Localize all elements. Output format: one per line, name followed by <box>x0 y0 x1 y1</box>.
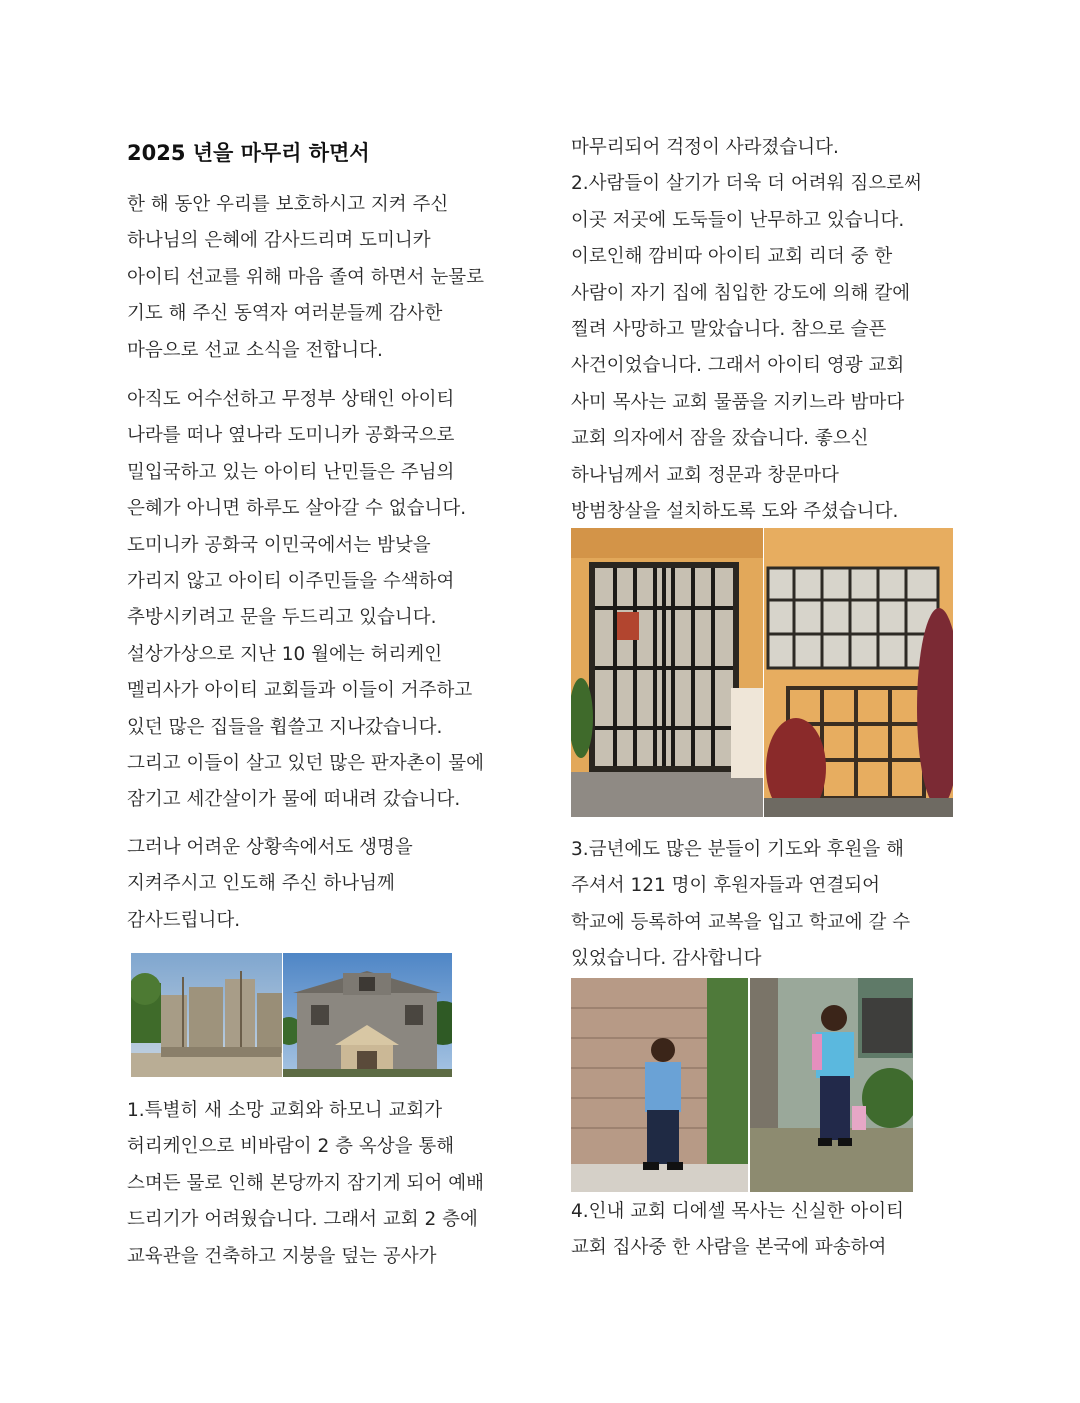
text-line: 사미 목사는 교회 물품을 지키느라 밤마다 <box>571 391 905 413</box>
paragraph-thanks <box>127 830 413 939</box>
text-line: 은혜가 아니면 하루도 살아갈 수 없습니다. <box>127 498 467 520</box>
text-line: 추방시키려고 문을 두드리고 있습니다. <box>127 607 437 629</box>
text-line: 교회 의자에서 잠을 잤습니다. 좋으신 <box>571 428 869 450</box>
text-line: 허리케인으로 비바람이 2 층 옥상을 통해 <box>127 1136 455 1158</box>
text-line: 이로인해 깜비따 아이티 교회 리더 중 한 <box>571 246 893 268</box>
paragraph-item-1 <box>127 1093 484 1275</box>
text-line: 지켜주시고 인도해 주신 하나님께 <box>127 873 395 895</box>
text-line: 감사드립니다. <box>127 909 241 931</box>
text-line: 사람이 자기 집에 침입한 강도에 의해 칼에 <box>571 282 911 304</box>
text-line: 기도 해 주신 동역자 여러분들께 감사한 <box>127 303 443 325</box>
text-line: 밀입국하고 있는 아이티 난민들은 주님의 <box>127 461 455 483</box>
text-line: 스며든 물로 인해 본당까지 잠기게 되어 예배 <box>127 1172 484 1194</box>
text-line: 있었습니다. 감사합니다 <box>571 948 762 970</box>
text-line: 3.금년에도 많은 분들이 기도와 후원을 해 <box>571 839 904 860</box>
text-line: 교회 집사중 한 사람을 본국에 파송하여 <box>571 1237 887 1259</box>
text-line: 한 해 동안 우리를 보호하시고 지켜 주신 <box>127 194 449 215</box>
text-line: 도미니카 공화국 이민국에서는 밤낮을 <box>127 534 431 556</box>
barred-door-photo <box>571 528 763 817</box>
text-line: 학교에 등록하여 교복을 입고 학교에 갈 수 <box>571 911 911 933</box>
text-line: 4.인내 교회 디에셀 목사는 신실한 아이티 <box>571 1201 904 1222</box>
text-line: 그리고 이들이 살고 있던 많은 판자촌이 물에 <box>127 752 484 774</box>
text-line: 이곳 저곳에 도둑들이 난무하고 있습니다. <box>571 209 905 231</box>
student-boy-photo <box>571 978 748 1192</box>
text-line: 나라를 떠나 옆나라 도미니카 공화국으로 <box>127 425 455 447</box>
text-line: 마음으로 선교 소식을 전합니다. <box>127 339 383 361</box>
page-title: 2025 년을 마무리 하면서 <box>127 141 370 165</box>
text-line: 아직도 어수선하고 무정부 상태인 아이티 <box>127 389 455 410</box>
text-line: 찔려 사망하고 말았습니다. 참으로 슬픈 <box>571 318 887 340</box>
paragraph-greeting <box>127 187 484 369</box>
construction-site-photo <box>131 953 282 1077</box>
text-line: 주셔서 121 명이 후원자들과 연결되어 <box>571 875 881 897</box>
text-line: 방범창살을 설치하도록 도와 주셨습니다. <box>571 500 899 522</box>
text-line: 교육관을 건축하고 지붕을 덮는 공사가 <box>127 1245 437 1267</box>
text-line: 잠기고 세간살이가 물에 떠내려 갔습니다. <box>127 789 461 811</box>
student-girl-photo <box>750 978 913 1192</box>
barred-window-photo <box>764 528 953 817</box>
text-line: 아이티 선교를 위해 마음 졸여 하면서 눈물로 <box>127 266 484 288</box>
text-line: 하나님께서 교회 정문과 창문마다 <box>571 464 839 486</box>
paragraph-item-3 <box>571 832 910 978</box>
paragraph-item-2 <box>571 130 922 530</box>
text-line: 드리기가 어려웠습니다. 그래서 교회 2 층에 <box>127 1209 478 1231</box>
paragraph-item-4 <box>571 1194 904 1267</box>
text-line: 있던 많은 집들을 휩쓸고 지나갔습니다. <box>127 716 443 738</box>
text-line: 1.특별히 새 소망 교회와 하모니 교회가 <box>127 1100 443 1121</box>
paragraph-situation <box>127 382 484 819</box>
text-line: 설상가상으로 지난 10 월에는 허리케인 <box>127 643 443 665</box>
text-line: 그러나 어려운 상황속에서도 생명을 <box>127 837 413 858</box>
text-line: 사건이었습니다. 그래서 아이티 영광 교회 <box>571 355 905 377</box>
text-line: 가리지 않고 아이티 이주민들을 수색하여 <box>127 570 455 592</box>
text-line: 2.사람들이 살기가 더욱 더 어려워 짐으로써 <box>571 173 922 195</box>
text-line: 멜리사가 아이티 교회들과 이들이 거주하고 <box>127 680 473 702</box>
text-line: 하나님의 은혜에 감사드리며 도미니카 <box>127 230 431 252</box>
text-line: 마무리되어 걱정이 사라졌습니다. <box>571 137 839 158</box>
church-building-photo <box>283 953 452 1077</box>
